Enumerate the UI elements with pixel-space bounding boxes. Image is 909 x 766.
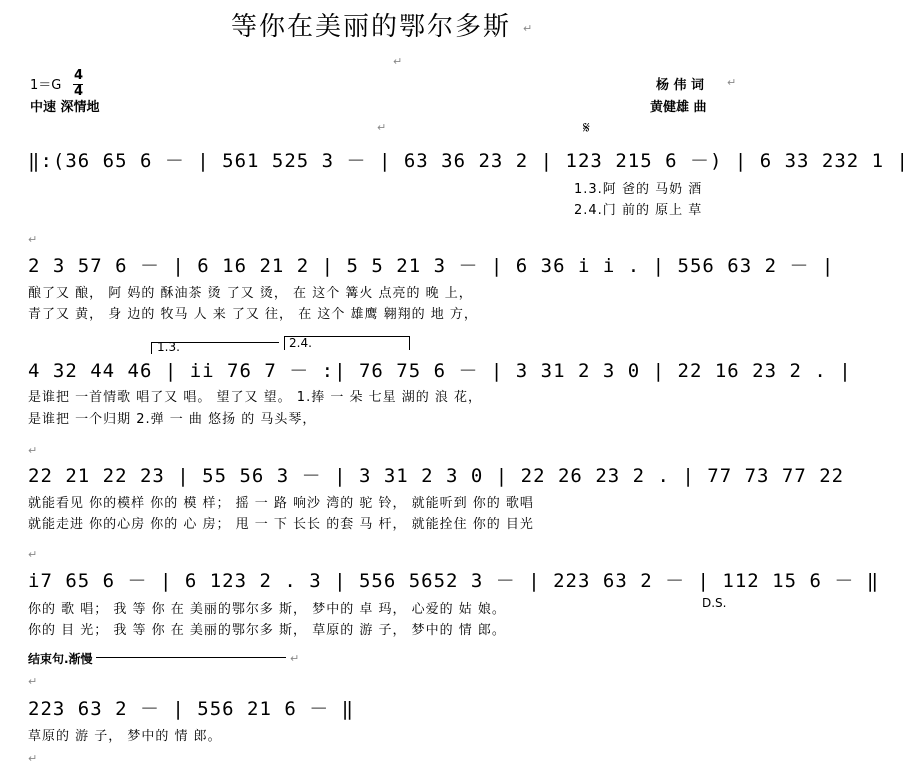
lyrics-row-3-verse1: 是谁把 一首情歌 唱了又 唱。 望了又 望。 1.捧 一 朵 七星 湖的 浪 花，: [28, 390, 482, 405]
lyrics-row-1-verse2: 2.4.门 前的 原上 草: [574, 203, 703, 218]
key-signature: 1＝G: [30, 78, 62, 93]
segno-icon: 𝄋: [583, 118, 590, 137]
lyrics-row-4-verse1: 就能看见 你的模样 你的 模 样； 摇 一 路 响沙 湾的 驼 铃， 就能听到 你的 歌唱: [28, 496, 534, 511]
volta-2-right: [409, 336, 410, 350]
paragraph-mark: ↵: [523, 22, 533, 35]
paragraph-mark: ↵: [28, 675, 38, 688]
paragraph-mark: ↵: [28, 233, 38, 246]
paragraph-mark: ↵: [377, 121, 387, 134]
lyrics-row-2-verse2: 青了又 黄， 身 边的 牧马 人 来 了又 往， 在 这个 雄鹰 翱翔的 地 方，: [28, 307, 478, 322]
volta-2-left: [284, 336, 285, 350]
paragraph-mark: ↵: [290, 652, 300, 665]
da-segno-label: D.S.: [702, 596, 727, 610]
notes-row-2: 2 3 57 6 － | 6 16 21 2 | 5 5 21 3 － | 6 36 i i . | 556 63 2 － |: [28, 255, 835, 277]
lyrics-row-3-verse2: 是谁把 一个归期 2.弹 一 曲 悠扬 的 马头琴，: [28, 412, 317, 427]
tempo-marking: 中速 深情地: [30, 100, 100, 115]
volta-2-label: 2.4.: [289, 336, 312, 350]
paragraph-mark: ↵: [393, 55, 403, 68]
volta-1-label: 1.3.: [157, 340, 180, 354]
song-title: 等你在美丽的鄂尔多斯: [230, 12, 511, 42]
notes-row-6: 223 63 2 － | 556 21 6 － ‖: [28, 698, 355, 720]
paragraph-mark: ↵: [727, 76, 737, 89]
notes-row-1: ‖:(36 65 6 － | 561 525 3 － | 63 36 23 2 | 123 215 6 －) | 6 33 232 1 |: [28, 150, 909, 172]
ending-underline: [96, 657, 286, 658]
lyrics-row-1-verse1: 1.3.阿 爸的 马奶 酒: [574, 182, 703, 197]
paragraph-mark: ↵: [28, 548, 38, 561]
ending-label: 结束句.渐慢: [28, 652, 93, 666]
time-signature-top: 4: [74, 68, 84, 83]
notes-row-5: i7 65 6 － | 6 123 2 . 3 | 556 5652 3 － | 223 63 2 － | 112 15 6 － ‖: [28, 570, 880, 592]
lyrics-row-5-verse1: 你的 歌 唱； 我 等 你 在 美丽的鄂尔多 斯， 梦中的 卓 玛， 心爱的 姑 娘。: [28, 602, 506, 617]
composer-credit: 黄健雄 曲: [650, 100, 707, 115]
lyrics-row-2-verse1: 酿了又 酿， 阿 妈的 酥油茶 烫 了又 烫， 在 这个 篝火 点亮的 晚 上，: [28, 286, 473, 301]
notes-row-3: 4 32 44 46 | ii 76 7 － :| 76 75 6 － | 3 31 2 3 0 | 22 16 23 2 . |: [28, 360, 852, 382]
paragraph-mark: ↵: [28, 444, 38, 457]
time-signature-bottom: 4: [74, 84, 84, 99]
lyrics-row-4-verse2: 就能走进 你的心房 你的 心 房； 甩 一 下 长长 的套 马 杆， 就能拴住 你的 目光: [28, 517, 534, 532]
volta-1-left: [151, 342, 152, 354]
notes-row-4: 22 21 22 23 | 55 56 3 － | 3 31 2 3 0 | 22 26 23 2 . | 77 73 77 22: [28, 465, 845, 487]
lyricist-credit: 杨 伟 词: [656, 78, 705, 93]
paragraph-mark: ↵: [28, 752, 38, 765]
lyrics-row-5-verse2: 你的 目 光； 我 等 你 在 美丽的鄂尔多 斯， 草原的 游 子， 梦中的 情 郎。: [28, 623, 506, 638]
lyrics-row-6-verse1: 草原的 游 子， 梦中的 情 郎。: [28, 729, 222, 744]
